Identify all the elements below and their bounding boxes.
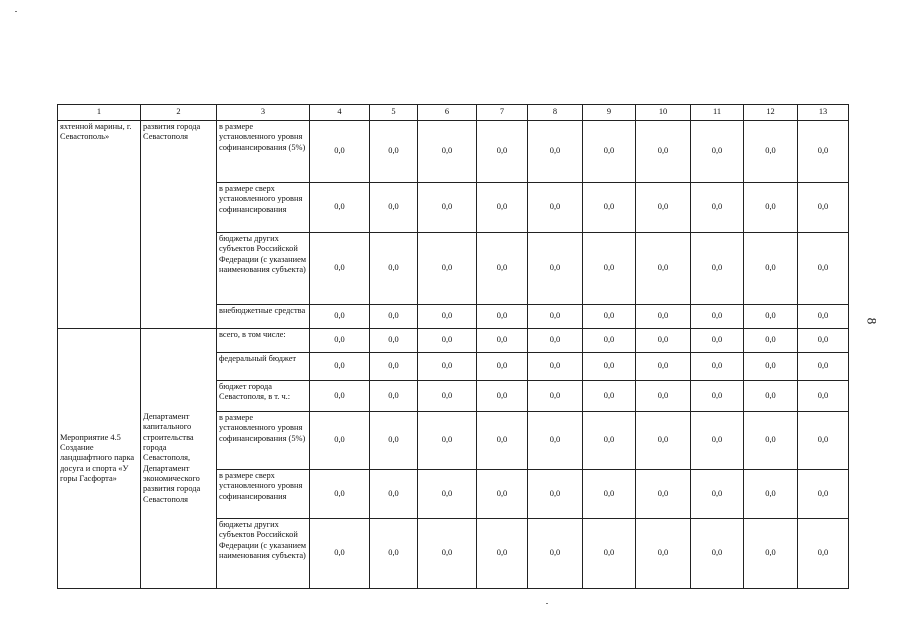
header-cell: 6	[418, 105, 477, 121]
value-cell: 0,0	[744, 519, 798, 589]
value-cell: 0,0	[370, 353, 418, 381]
value-cell: 0,0	[310, 329, 370, 353]
value-cell: 0,0	[744, 353, 798, 381]
value-cell: 0,0	[636, 121, 691, 183]
value-cell: 0,0	[583, 183, 636, 233]
value-cell: 0,0	[310, 412, 370, 470]
value-cell: 0,0	[636, 519, 691, 589]
value-cell: 0,0	[370, 121, 418, 183]
value-cell: 0,0	[636, 353, 691, 381]
value-cell: 0,0	[636, 412, 691, 470]
value-cell: 0,0	[583, 121, 636, 183]
value-cell: 0,0	[528, 470, 583, 519]
value-cell: 0,0	[583, 412, 636, 470]
scan-speck	[546, 603, 548, 604]
value-cell: 0,0	[418, 121, 477, 183]
value-cell: 0,0	[370, 519, 418, 589]
value-cell: 0,0	[370, 470, 418, 519]
block-measure-4-5	[58, 329, 849, 589]
value-cell: 0,0	[310, 121, 370, 183]
value-cell: 0,0	[418, 381, 477, 412]
value-cell: 0,0	[477, 412, 528, 470]
responsible-cell: развития города Севастополя	[141, 121, 217, 329]
value-cell: 0,0	[310, 305, 370, 329]
value-cell: 0,0	[310, 353, 370, 381]
value-cell: 0,0	[691, 381, 744, 412]
budget-table	[57, 104, 849, 589]
value-cell: 0,0	[583, 329, 636, 353]
funding-source-cell: в размере сверх установленного уровня софинансирования	[217, 470, 310, 519]
header-row	[58, 105, 849, 121]
header-cell: 12	[744, 105, 798, 121]
value-cell: 0,0	[691, 233, 744, 305]
page-number: 8	[864, 317, 880, 325]
funding-source-cell: в размере установленного уровня софинансирования (5%)	[217, 121, 310, 183]
value-cell: 0,0	[477, 381, 528, 412]
value-cell: 0,0	[477, 183, 528, 233]
scan-speck	[15, 11, 17, 12]
value-cell: 0,0	[798, 353, 849, 381]
value-cell: 0,0	[636, 233, 691, 305]
value-cell: 0,0	[370, 305, 418, 329]
value-cell: 0,0	[636, 470, 691, 519]
value-cell: 0,0	[528, 519, 583, 589]
measure-name-cell: Мероприятие 4.5 Создание ландшафтного парка досуга и спорта «У горы Гасфорта»	[58, 329, 141, 589]
funding-source-cell: в размере установленного уровня софинансирования (5%)	[217, 412, 310, 470]
value-cell: 0,0	[528, 305, 583, 329]
value-cell: 0,0	[798, 470, 849, 519]
funding-source-cell: федеральный бюджет	[217, 353, 310, 381]
value-cell: 0,0	[370, 329, 418, 353]
value-cell: 0,0	[310, 470, 370, 519]
value-cell: 0,0	[583, 305, 636, 329]
funding-source-cell: внебюджетные средства	[217, 305, 310, 329]
value-cell: 0,0	[310, 381, 370, 412]
value-cell: 0,0	[691, 412, 744, 470]
value-cell: 0,0	[636, 329, 691, 353]
value-cell: 0,0	[744, 305, 798, 329]
header-cell: 11	[691, 105, 744, 121]
value-cell: 0,0	[583, 381, 636, 412]
funding-source-cell: всего, в том числе:	[217, 329, 310, 353]
value-cell: 0,0	[528, 233, 583, 305]
header-cell: 1	[58, 105, 141, 121]
value-cell: 0,0	[798, 412, 849, 470]
funding-source-cell: бюджеты других субъектов Российской Федерации (с указанием наименования субъекта)	[217, 519, 310, 589]
value-cell: 0,0	[310, 233, 370, 305]
funding-source-cell: бюджет города Севастополя, в т. ч.:	[217, 381, 310, 412]
value-cell: 0,0	[477, 121, 528, 183]
value-cell: 0,0	[691, 121, 744, 183]
value-cell: 0,0	[418, 470, 477, 519]
value-cell: 0,0	[691, 519, 744, 589]
value-cell: 0,0	[370, 381, 418, 412]
value-cell: 0,0	[636, 381, 691, 412]
value-cell: 0,0	[477, 519, 528, 589]
header-cell: 7	[477, 105, 528, 121]
header-cell: 10	[636, 105, 691, 121]
responsible-cell: Департамент капитального строительства города Севастополя, Департамент экономического развития города Севастополя	[141, 329, 217, 589]
value-cell: 0,0	[744, 329, 798, 353]
value-cell: 0,0	[370, 233, 418, 305]
value-cell: 0,0	[418, 305, 477, 329]
value-cell: 0,0	[528, 412, 583, 470]
header-cell: 4	[310, 105, 370, 121]
value-cell: 0,0	[528, 353, 583, 381]
value-cell: 0,0	[691, 183, 744, 233]
value-cell: 0,0	[691, 470, 744, 519]
value-cell: 0,0	[744, 412, 798, 470]
value-cell: 0,0	[636, 305, 691, 329]
value-cell: 0,0	[583, 470, 636, 519]
header-cell: 8	[528, 105, 583, 121]
header-cell: 3	[217, 105, 310, 121]
value-cell: 0,0	[477, 353, 528, 381]
block-continuation	[58, 121, 849, 329]
value-cell: 0,0	[691, 353, 744, 381]
value-cell: 0,0	[744, 121, 798, 183]
header-cell: 13	[798, 105, 849, 121]
value-cell: 0,0	[528, 183, 583, 233]
value-cell: 0,0	[798, 233, 849, 305]
value-cell: 0,0	[528, 121, 583, 183]
value-cell: 0,0	[798, 305, 849, 329]
header-cell: 9	[583, 105, 636, 121]
value-cell: 0,0	[477, 470, 528, 519]
value-cell: 0,0	[477, 305, 528, 329]
value-cell: 0,0	[744, 183, 798, 233]
table-row	[58, 329, 849, 353]
value-cell: 0,0	[418, 519, 477, 589]
value-cell: 0,0	[418, 233, 477, 305]
value-cell: 0,0	[418, 183, 477, 233]
header-cell: 2	[141, 105, 217, 121]
value-cell: 0,0	[310, 519, 370, 589]
value-cell: 0,0	[418, 412, 477, 470]
value-cell: 0,0	[477, 233, 528, 305]
measure-name-cell: яхтенной марины, г. Севастополь»	[58, 121, 141, 329]
value-cell: 0,0	[418, 329, 477, 353]
value-cell: 0,0	[583, 233, 636, 305]
value-cell: 0,0	[636, 183, 691, 233]
value-cell: 0,0	[744, 381, 798, 412]
value-cell: 0,0	[310, 183, 370, 233]
value-cell: 0,0	[528, 329, 583, 353]
value-cell: 0,0	[798, 183, 849, 233]
value-cell: 0,0	[744, 470, 798, 519]
header-cell: 5	[370, 105, 418, 121]
value-cell: 0,0	[370, 183, 418, 233]
value-cell: 0,0	[418, 353, 477, 381]
value-cell: 0,0	[798, 381, 849, 412]
value-cell: 0,0	[744, 233, 798, 305]
table-row	[58, 121, 849, 183]
value-cell: 0,0	[691, 305, 744, 329]
value-cell: 0,0	[691, 329, 744, 353]
funding-source-cell: бюджеты других субъектов Российской Федерации (с указанием наименования субъекта)	[217, 233, 310, 305]
value-cell: 0,0	[583, 519, 636, 589]
funding-source-cell: в размере сверх установленного уровня софинансирования	[217, 183, 310, 233]
value-cell: 0,0	[528, 381, 583, 412]
value-cell: 0,0	[583, 353, 636, 381]
value-cell: 0,0	[477, 329, 528, 353]
value-cell: 0,0	[798, 121, 849, 183]
value-cell: 0,0	[798, 519, 849, 589]
value-cell: 0,0	[798, 329, 849, 353]
value-cell: 0,0	[370, 412, 418, 470]
